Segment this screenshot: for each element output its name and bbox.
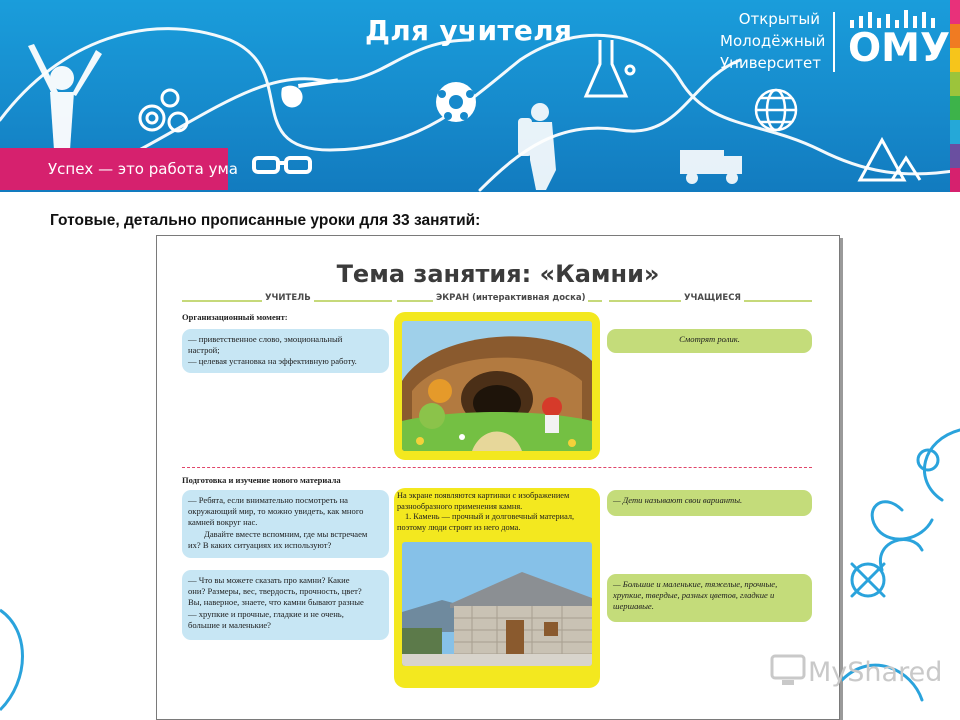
students-box-2 [607,490,812,516]
section-heading-organizational: Организационный момент: [182,312,288,322]
logo-divider [833,12,835,72]
column-header-students [609,293,812,307]
teacher-box-3-line-1: — Что вы можете сказать про камни? Какие [188,575,350,585]
screen-box-2-line-4: поэтому люди строят из него дома. [397,522,521,532]
teacher-box-2-line-5: их? В каких ситуациях их используют? [188,539,332,550]
cartoon-cave-illustration [402,321,592,451]
color-strip [950,0,960,192]
teacher-box-2-line-2: окружающий мир, то можно увидеть, как много [188,506,364,517]
column-label-teacher: УЧИТЕЛЬ [262,293,314,303]
section-heading-new-material: Подготовка и изучение нового материала [182,475,341,485]
teacher-box-1-line-1: — приветственное слово, эмоциональный [188,334,343,344]
section-divider [182,467,812,468]
watermark-monitor-icon [770,654,806,688]
students-box-3-line-3: шершавые. [613,601,654,612]
students-box-1 [607,329,812,353]
lesson-title: Тема занятия: «Камни» [336,260,660,288]
screen-box-2-line-1: На экране появляются картинки с изображением [397,491,570,500]
stone-house-illustration [402,542,592,666]
teacher-box-2-line-3: камней вокруг нас. [188,517,258,528]
students-box-3-line-2: хрупкие, твердые, разных цветов, гладкие и [613,590,775,601]
teacher-box-1-line-2: настрой; [188,345,220,356]
logo-text: ОМУ [848,26,951,71]
students-box-1-text: Смотрят ролик. [679,334,740,344]
university-name [720,8,826,74]
cartoon-cave-image [402,321,592,451]
logo-bars-icon [848,8,940,28]
column-header-teacher [182,293,392,307]
university-line-3: Университет [720,54,821,72]
page-subtitle: Готовые, детально прописанные уроки для 33 занятий: [50,212,481,229]
column-header-screen [397,293,602,307]
teacher-box-1-line-3: — целевая установка на эффективную работу. [188,356,357,367]
students-box-3-line-1: — Большие и маленькие, тяжелые, прочные, [613,579,778,589]
screen-box-2-line-3: 1. Камень — прочный и долговечный материал, [405,512,575,522]
teacher-box-3-line-5: большие и маленькие? [188,619,271,630]
banner-title: Для учителя [365,14,573,47]
teacher-box-3-line-3: Вы, наверное, знаете, что камни бывают разные [188,597,364,608]
teacher-box-2 [182,490,389,558]
watermark-text: MyShared [808,657,943,688]
teacher-box-2-line-1: — Ребята, если внимательно посмотреть на [188,495,348,505]
teacher-box-3-line-2: они? Размеры, вес, твердость, прочность, цвет? [188,586,362,597]
left-doodle-illustration [0,600,40,720]
university-line-2: Молодёжный [720,32,826,50]
students-box-2-text: — Дети называют свои варианты. [613,495,743,505]
students-box-3 [607,574,812,622]
lesson-document [156,235,840,720]
column-label-students: УЧАЩИЕСЯ [681,293,744,303]
screen-box-1 [394,312,600,460]
university-line-1: Открытый [738,10,820,28]
teacher-box-1 [182,329,389,373]
stone-house-image [402,542,592,666]
column-label-screen: ЭКРАН (интерактивная доска) [433,293,588,303]
screen-box-2-text [397,491,597,533]
screen-box-2-line-2: разнообразного применения камня. [397,501,523,511]
teacher-box-3 [182,570,389,640]
screen-box-2 [394,488,600,688]
teacher-box-2-line-4: Давайте вместе вспомним, где мы встречаем [204,528,368,539]
teacher-box-3-line-4: — хрупкие и прочные, гладкие и не очень, [188,608,344,619]
slogan-text: Успех — это работа ума [48,160,238,178]
header-banner [0,0,960,192]
